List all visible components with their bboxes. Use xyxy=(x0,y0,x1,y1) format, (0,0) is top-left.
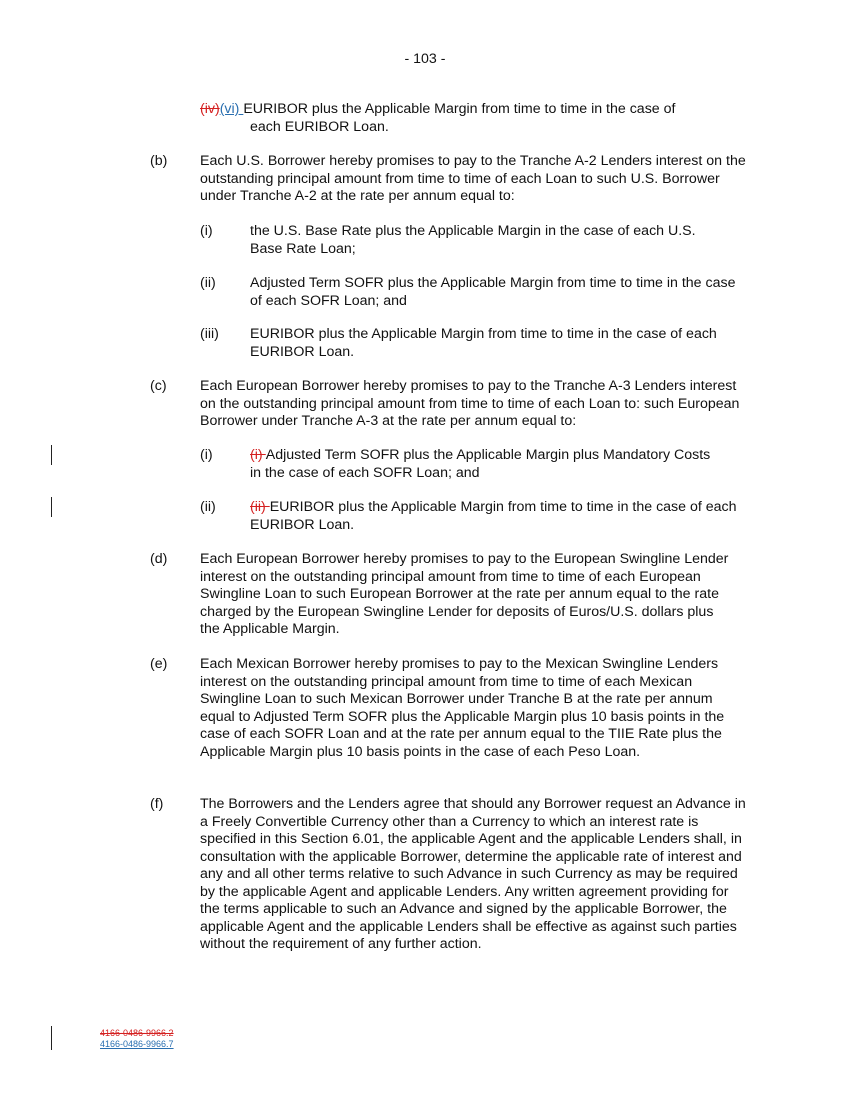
item-label-c-i: (i) xyxy=(200,447,213,463)
document-id-inserted xyxy=(100,1039,174,1050)
inserted-docid: 4166-0486-9966.7 xyxy=(100,1039,174,1049)
change-bar xyxy=(51,497,52,517)
item-c-ii-body: EURIBOR plus the Applicable Margin from time to time in the case of each EURIBOR Loan. xyxy=(250,499,737,533)
paragraph-f-text: The Borrowers and the Lenders agree that should any Borrower request an Advance in a Freely Convertible Currency other than a Currency to which an interest rate is specified in this Section 6.01, the applicable Agent and the applicable Lenders shall, in consultation with the applicable Borrower, determine the applicable rate of interest and any and all other terms relative to such Advance in such Currency as may be required by the applicable Agent and applicable Lenders. Any written agreement providing for the terms applicable to such an Advance and signed by the applicable Borrower, the applicable Agent and the applicable Lenders shall be effective as against such parties without the requirement of any further action. xyxy=(200,796,746,952)
paragraph-label-f: (f) xyxy=(150,796,164,812)
lead-item-text: EURIBOR plus the Applicable Margin from time to time in the case of xyxy=(243,101,676,117)
item-label-b-i: (i) xyxy=(200,223,213,239)
deleted-label: (i) xyxy=(250,447,266,463)
change-bar xyxy=(51,445,52,465)
item-label-b-iii: (iii) xyxy=(200,326,219,342)
deleted-label: (ii) xyxy=(250,499,270,515)
lead-item-first-line xyxy=(200,101,760,119)
paragraph-e-text: Each Mexican Borrower hereby promises to pay to the Mexican Swingline Lenders interest on the outstanding principal amount from time to time of each Mexican Swingline Loan to such Mexican Borrower under Tranche B at the rate per annum equal to Adjusted Term SOFR plus the Applicable Margin plus 10 basis points in the case of each SOFR Loan and at the rate per annum equal to the TIIE Rate plus the Applicable Margin plus 10 basis points in the case of each Peso Loan. xyxy=(200,656,725,760)
item-label-c-ii: (ii) xyxy=(200,499,216,515)
item-b-ii-text: Adjusted Term SOFR plus the Applicable Margin from time to time in the case of each SOFR Loan; and xyxy=(250,275,736,309)
deleted-docid: 4166-0486-9966.2 xyxy=(100,1028,174,1038)
paragraph-label-b: (b) xyxy=(150,153,168,169)
deleted-label: (iv) xyxy=(200,101,220,117)
paragraph-b-text: Each U.S. Borrower hereby promises to pay to the Tranche A-2 Lenders interest on the outstanding principal amount from time to time of each Loan to such U.S. Borrower under Tranche A-2 at the rate per annum equal to: xyxy=(200,153,746,204)
inserted-label: (vi) xyxy=(219,101,244,117)
page-number: - 103 - xyxy=(404,51,446,67)
paragraph-label-d: (d) xyxy=(150,551,168,567)
item-c-ii-text xyxy=(250,499,750,534)
paragraph-label-e: (e) xyxy=(150,656,168,672)
item-c-i-body: Adjusted Term SOFR plus the Applicable Margin plus Mandatory Costs in the case of each SOFR Loan; and xyxy=(250,447,711,481)
document-id-deleted xyxy=(100,1028,174,1039)
paragraph-d-text: Each European Borrower hereby promises to pay to the European Swingline Lender interest on the outstanding principal amount from time to time of each European Swingline Loan to such European Borrower at the rate per annum equal to the rate charged by the European Swingline Lender for deposits of Euros/U.S. dollars plus the Applicable Margin. xyxy=(200,551,729,637)
change-bar xyxy=(51,1026,52,1050)
paragraph-c-text: Each European Borrower hereby promises to pay to the Tranche A-3 Lenders interest on the outstanding principal amount from time to time of each Loan to: such European Borrower under Tranche A-3 at the rate per annum equal to: xyxy=(200,378,740,429)
item-label-b-ii: (ii) xyxy=(200,275,216,291)
item-b-iii-text: EURIBOR plus the Applicable Margin from time to time in the case of each EURIBOR Loan. xyxy=(250,326,717,360)
item-b-i-text: the U.S. Base Rate plus the Applicable Margin in the case of each U.S. Base Rate Loan; xyxy=(250,223,696,257)
lead-item-continuation: each EURIBOR Loan. xyxy=(250,119,389,135)
item-c-i-text xyxy=(250,447,725,482)
paragraph-label-c: (c) xyxy=(150,378,167,394)
